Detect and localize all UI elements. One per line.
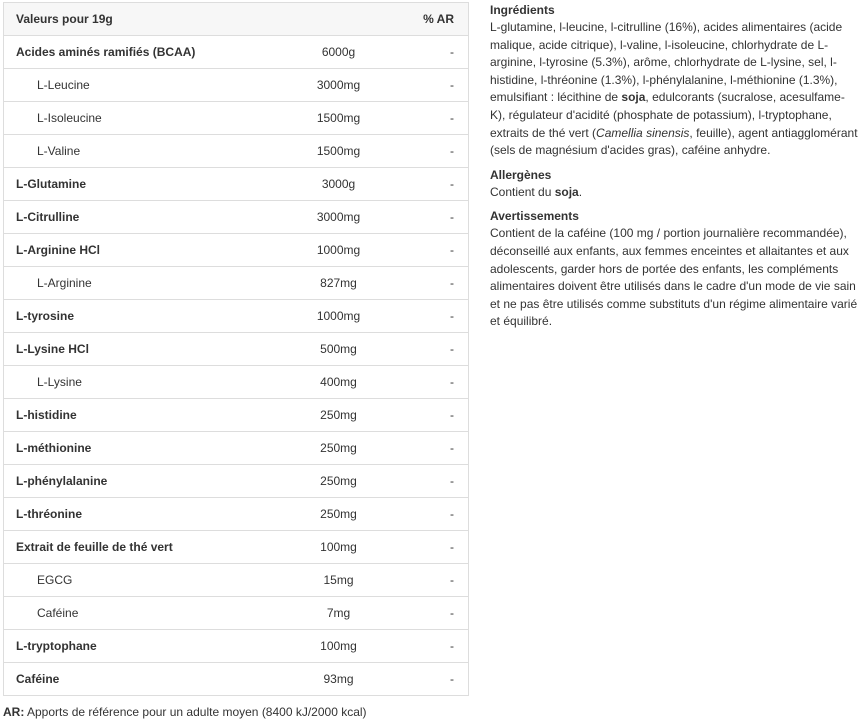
footnote-label: AR: (3, 705, 25, 719)
nutrient-ar: - (404, 267, 469, 300)
nutrient-name: L-Lysine HCl (4, 333, 274, 366)
table-row (4, 432, 469, 465)
nutrient-amount: 7mg (274, 597, 404, 630)
nutrient-name: L-Citrulline (4, 201, 274, 234)
table-row (4, 333, 469, 366)
warnings-section (490, 208, 858, 331)
table-row (4, 69, 469, 102)
ingredients-text (490, 19, 858, 160)
nutrient-amount: 1500mg (274, 102, 404, 135)
table-row (4, 234, 469, 267)
nutrient-ar: - (404, 201, 469, 234)
nutrient-amount: 93mg (274, 663, 404, 696)
ingredients-heading: Ingrédients (490, 3, 555, 17)
nutrient-name: Extrait de feuille de thé vert (4, 531, 274, 564)
product-info (490, 2, 858, 338)
nutrient-name: L-thréonine (4, 498, 274, 531)
nutrient-ar: - (404, 498, 469, 531)
nutrient-name: L-Arginine HCl (4, 234, 274, 267)
nutrient-amount: 1000mg (274, 234, 404, 267)
nutrient-name: L-Isoleucine (4, 102, 274, 135)
nutrient-ar: - (404, 531, 469, 564)
allergens-text-part1: Contient du (490, 184, 555, 199)
nutrient-name: L-Valine (4, 135, 274, 168)
nutrient-ar: - (404, 432, 469, 465)
nutrient-name: L-Glutamine (4, 168, 274, 201)
table-row (4, 168, 469, 201)
footnote-text: Apports de référence pour un adulte moyen (8400 kJ/2000 kcal) (24, 705, 367, 719)
nutrient-amount: 1500mg (274, 135, 404, 168)
nutrient-amount: 100mg (274, 531, 404, 564)
nutrient-name: Acides aminés ramifiés (BCAA) (4, 36, 274, 69)
nutrient-ar: - (404, 564, 469, 597)
nutrient-ar: - (404, 102, 469, 135)
ingredients-section (490, 2, 858, 160)
nutrient-amount: 250mg (274, 498, 404, 531)
nutrient-name: L-Leucine (4, 69, 274, 102)
nutrient-ar: - (404, 69, 469, 102)
table-row (4, 531, 469, 564)
table-row (4, 630, 469, 663)
nutrient-name: L-tryptophane (4, 630, 274, 663)
nutrient-ar: - (404, 366, 469, 399)
table-row (4, 465, 469, 498)
nutrient-name: EGCG (4, 564, 274, 597)
nutrient-amount: 827mg (274, 267, 404, 300)
nutrient-ar: - (404, 300, 469, 333)
ingredients-latin-name: Camellia sinensis (596, 125, 690, 140)
nutrient-ar: - (404, 36, 469, 69)
table-row (4, 597, 469, 630)
nutrient-amount: 500mg (274, 333, 404, 366)
nutrient-amount: 250mg (274, 432, 404, 465)
nutrient-amount: 100mg (274, 630, 404, 663)
table-row (4, 366, 469, 399)
nutrient-name: L-Arginine (4, 267, 274, 300)
allergens-section (490, 167, 858, 202)
table-row (4, 399, 469, 432)
nutrient-ar: - (404, 630, 469, 663)
allergens-text (490, 184, 858, 202)
nutrient-ar: - (404, 234, 469, 267)
nutrient-amount: 3000mg (274, 69, 404, 102)
nutrient-name: L-histidine (4, 399, 274, 432)
nutrient-name: L-phénylalanine (4, 465, 274, 498)
nutrition-table-header (4, 3, 469, 36)
nutrient-ar: - (404, 399, 469, 432)
ingredients-text-part3: , feuille), agent antiagglomérant (sels de magnésium d'acides gras), caféine anhydre. (490, 125, 858, 158)
table-row (4, 135, 469, 168)
allergens-soja: soja (554, 184, 579, 199)
nutrient-name: L-Lysine (4, 366, 274, 399)
header-ar: % AR (404, 3, 469, 36)
nutrient-amount: 250mg (274, 465, 404, 498)
nutrition-table (3, 2, 469, 696)
nutrient-amount: 400mg (274, 366, 404, 399)
footnote (3, 705, 367, 719)
table-row (4, 102, 469, 135)
nutrient-ar: - (404, 135, 469, 168)
header-amount (274, 3, 404, 36)
nutrient-amount: 15mg (274, 564, 404, 597)
header-serving: Valeurs pour 19g (4, 3, 274, 36)
nutrient-amount: 6000g (274, 36, 404, 69)
nutrition-table-body (4, 36, 469, 696)
nutrient-ar: - (404, 168, 469, 201)
table-row (4, 564, 469, 597)
nutrient-name: Caféine (4, 663, 274, 696)
nutrient-ar: - (404, 333, 469, 366)
allergens-text-part2: . (578, 184, 583, 199)
table-row (4, 300, 469, 333)
nutrient-amount: 1000mg (274, 300, 404, 333)
nutrient-ar: - (404, 663, 469, 696)
nutrient-amount: 3000mg (274, 201, 404, 234)
nutrient-amount: 3000g (274, 168, 404, 201)
table-row (4, 267, 469, 300)
ingredients-text-part2: , edulcorants (sucralose, acesulfame-K), régulateur d'acidité (phosphate de potassium), l-tryptophane, extraits de thé vert ( (490, 90, 845, 140)
table-row (4, 36, 469, 69)
nutrient-amount: 250mg (274, 399, 404, 432)
table-row (4, 498, 469, 531)
nutrient-name: Caféine (4, 597, 274, 630)
header-row (4, 3, 469, 36)
nutrient-ar: - (404, 597, 469, 630)
nutrient-ar: - (404, 465, 469, 498)
allergens-heading: Allergènes (490, 167, 552, 182)
warnings-heading: Avertissements (490, 209, 579, 224)
warnings-text: Contient de la caféine (100 mg / portion journalière recommandée), déconseillé aux enfants, aux femmes enceintes et allaitantes et aux adolescents, garder hors de portée des enfants, les compléments alimentaires doivent être utilisés dans le cadre d'un mode de vie sain et ne pas être utilisés comme substituts d'un régime alimentaire varié et équilibré. (490, 226, 858, 329)
nutrient-name: L-méthionine (4, 432, 274, 465)
ingredients-soja: soja (621, 90, 646, 105)
table-row (4, 663, 469, 696)
nutrient-name: L-tyrosine (4, 300, 274, 333)
ingredients-text-part1: L-glutamine, l-leucine, l-citrulline (16%), acides alimentaires (acide malique, acide citrique), l-valine, l-isoleucine, chlorhydrate de L-arginine, l-tyrosine (5.3%), arôme, chlorhydrate de L-lysine, sel, l-histidine, l-thréonine (1.3%), l-phénylalanine, l-méthionine (1.3%), emulsifiant : lécithine de (490, 20, 843, 105)
table-row (4, 201, 469, 234)
